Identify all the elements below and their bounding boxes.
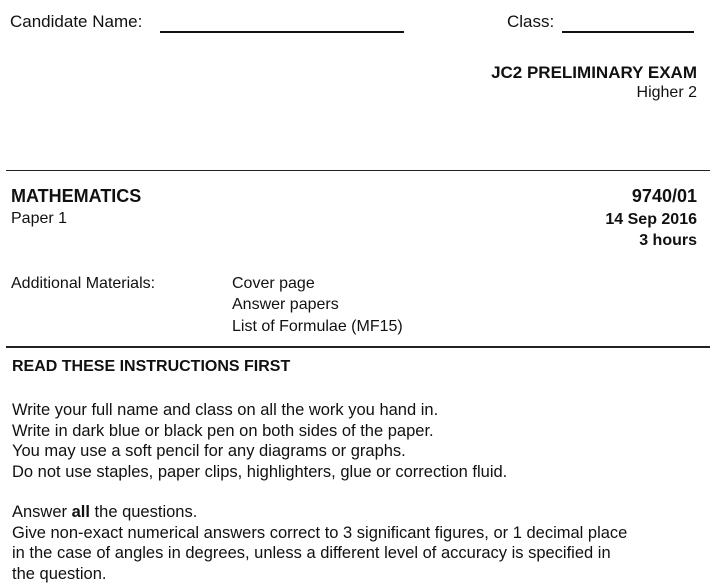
instruction-line: Do not use staples, paper clips, highlighters, glue or correction fluid. [12, 462, 508, 481]
top-divider [6, 170, 710, 171]
materials-item: List of Formulae (MF15) [232, 318, 403, 335]
exam-duration: 3 hours [639, 232, 697, 249]
exam-level: Higher 2 [636, 84, 697, 101]
exam-date: 14 Sep 2016 [605, 211, 697, 228]
class-label: Class: [507, 12, 555, 31]
subject-name: MATHEMATICS [11, 186, 142, 206]
candidate-name-label: Candidate Name: [10, 12, 143, 31]
exam-title: JC2 PRELIMINARY EXAM [491, 63, 697, 82]
instruction-line: Give non-exact numerical answers correct to 3 significant figures, or 1 decimal place [12, 523, 628, 542]
answer-prefix: Answer [12, 503, 72, 521]
answer-emphasis: all [71, 503, 90, 521]
candidate-name-blank[interactable] [160, 31, 404, 33]
materials-item: Cover page [232, 275, 315, 292]
instructions-heading: READ THESE INSTRUCTIONS FIRST [12, 358, 291, 375]
answer-suffix: the questions. [89, 503, 198, 521]
instruction-line: Write your full name and class on all the work you hand in. [12, 401, 439, 419]
materials-item: Answer papers [232, 296, 339, 313]
paper-number: Paper 1 [11, 210, 68, 227]
instruction-line: in the case of angles in degrees, unless a different level of accuracy is specified in [12, 544, 611, 562]
instruction-line: the question. [12, 564, 107, 583]
class-blank[interactable] [562, 31, 694, 33]
instruction-line: You may use a soft pencil for any diagrams or graphs. [12, 442, 406, 460]
paper-code: 9740/01 [631, 186, 697, 206]
instructions-divider [6, 346, 710, 348]
instructions-block-answers [12, 502, 708, 584]
materials-label: Additional Materials: [11, 275, 156, 292]
answer-instruction-line [12, 502, 708, 523]
instruction-line: Write in dark blue or black pen on both sides of the paper. [12, 421, 434, 440]
instructions-block-general [12, 400, 708, 482]
